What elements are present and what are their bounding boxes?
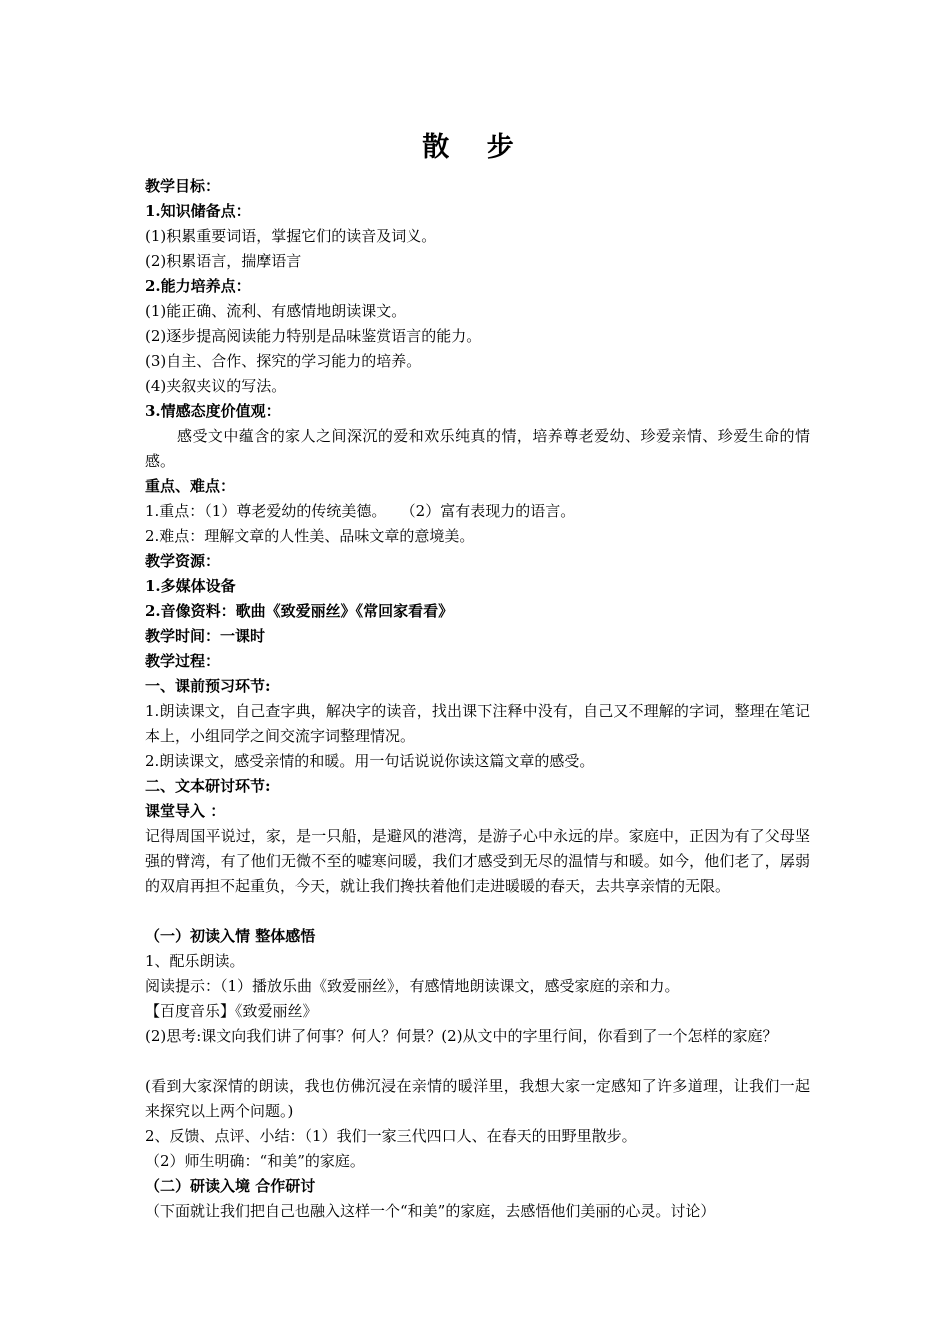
knowledge-heading: 1.知识储备点：: [145, 202, 251, 220]
ability-item: (3)自主、合作、探究的学习能力的培养。: [145, 352, 422, 370]
part1-item: 2.朗读课文，感受亲情的和暖。用一句话说说你读这篇文章的感受。: [145, 752, 595, 770]
difficult-point: 2.难点：理解文章的人性美、品味文章的意境美。: [145, 527, 475, 545]
teaching-time: 教学时间：一课时: [145, 627, 266, 645]
intro-text: 记得周国平说过，家，是一只船，是避风的港湾，是游子心中永远的岸。家庭中，正因为有了父母坚强的臂湾，有了他们无微不至的嘘寒问暖，我们才感受到无尽的温情与和暖。如今，他们老了，孱弱的双肩再担不起重负，今天，就让我们搀扶着他们走进暖暖的春天，去共享亲情的无限。: [145, 827, 810, 895]
part1-item: 1.朗读课文，自己查字典，解决字的读音，找出课下注释中没有，自己又不理解的字词，整理在笔记本上，小组同学之间交流字词整理情况。: [145, 702, 810, 745]
section2-heading: （二）研读入境 合作研讨: [145, 1177, 316, 1195]
ability-item: (2)逐步提高阅读能力特别是品味鉴赏语言的能力。: [145, 327, 482, 345]
section1-item: 2、反馈、点评、小结：（1）我们一家三代四口人、在春天的田野里散步。: [145, 1127, 637, 1145]
ability-item: (4)夹叙夹议的写法。: [145, 377, 287, 395]
key-point: 1.重点：（1）尊老爱幼的传统美德。 （2）富有表现力的语言。: [145, 502, 576, 520]
section1-heading: （一）初读入情 整体感悟: [145, 927, 316, 945]
section1-item: (看到大家深情的朗读，我也仿佛沉浸在亲情的暖洋里，我想大家一定感知了许多道理，让我们一起来探究以上两个问题。): [145, 1077, 810, 1120]
section1-item: （2）师生明确：“和美”的家庭。: [145, 1152, 365, 1170]
section1-item: 阅读提示：（1）播放乐曲《致爱丽丝》，有感情地朗读课文，感受家庭的亲和力。: [145, 977, 680, 995]
emotion-heading: 3.情感态度价值观：: [145, 402, 281, 420]
document-title: 散 步: [422, 132, 528, 163]
process-heading: 教学过程：: [145, 652, 221, 670]
resources-heading: 教学资源：: [145, 552, 221, 570]
part1-heading: 一、课前预习环节:: [145, 677, 271, 695]
section1-item: 1、配乐朗读。: [145, 952, 245, 970]
goals-heading: 教学目标：: [145, 177, 221, 195]
key-heading: 重点、难点：: [145, 477, 236, 495]
document-body: [145, 174, 810, 1224]
ability-item: (1)能正确、流利、有感情地朗读课文。: [145, 302, 407, 320]
part2-heading: 二、文本研讨环节:: [145, 777, 271, 795]
knowledge-item: (1)积累重要词语，掌握它们的读音及词义。: [145, 227, 437, 245]
resource-item: 2.音像资料：歌曲《致爱丽丝》《常回家看看》: [145, 602, 454, 620]
music-link[interactable]: 【百度音乐】《致爱丽丝》: [145, 1002, 318, 1020]
knowledge-item: (2)积累语言，揣摩语言: [145, 252, 302, 270]
section1-item: (2)思考:课文向我们讲了何事？何人？何景？(2)从文中的字里行间，你看到了一个怎样的家庭？: [145, 1027, 778, 1045]
intro-heading: 课堂导入 ：: [145, 802, 226, 820]
resource-item: 1.多媒体设备: [145, 577, 236, 595]
emotion-text: 感受文中蕴含的家人之间深沉的爱和欢乐纯真的情，培养尊老爱幼、珍爱亲情、珍爱生命的情感。: [145, 427, 810, 470]
ability-heading: 2.能力培养点：: [145, 277, 251, 295]
section2-item: （下面就让我们把自己也融入这样一个“和美”的家庭，去感悟他们美丽的心灵。讨论）: [145, 1202, 716, 1220]
